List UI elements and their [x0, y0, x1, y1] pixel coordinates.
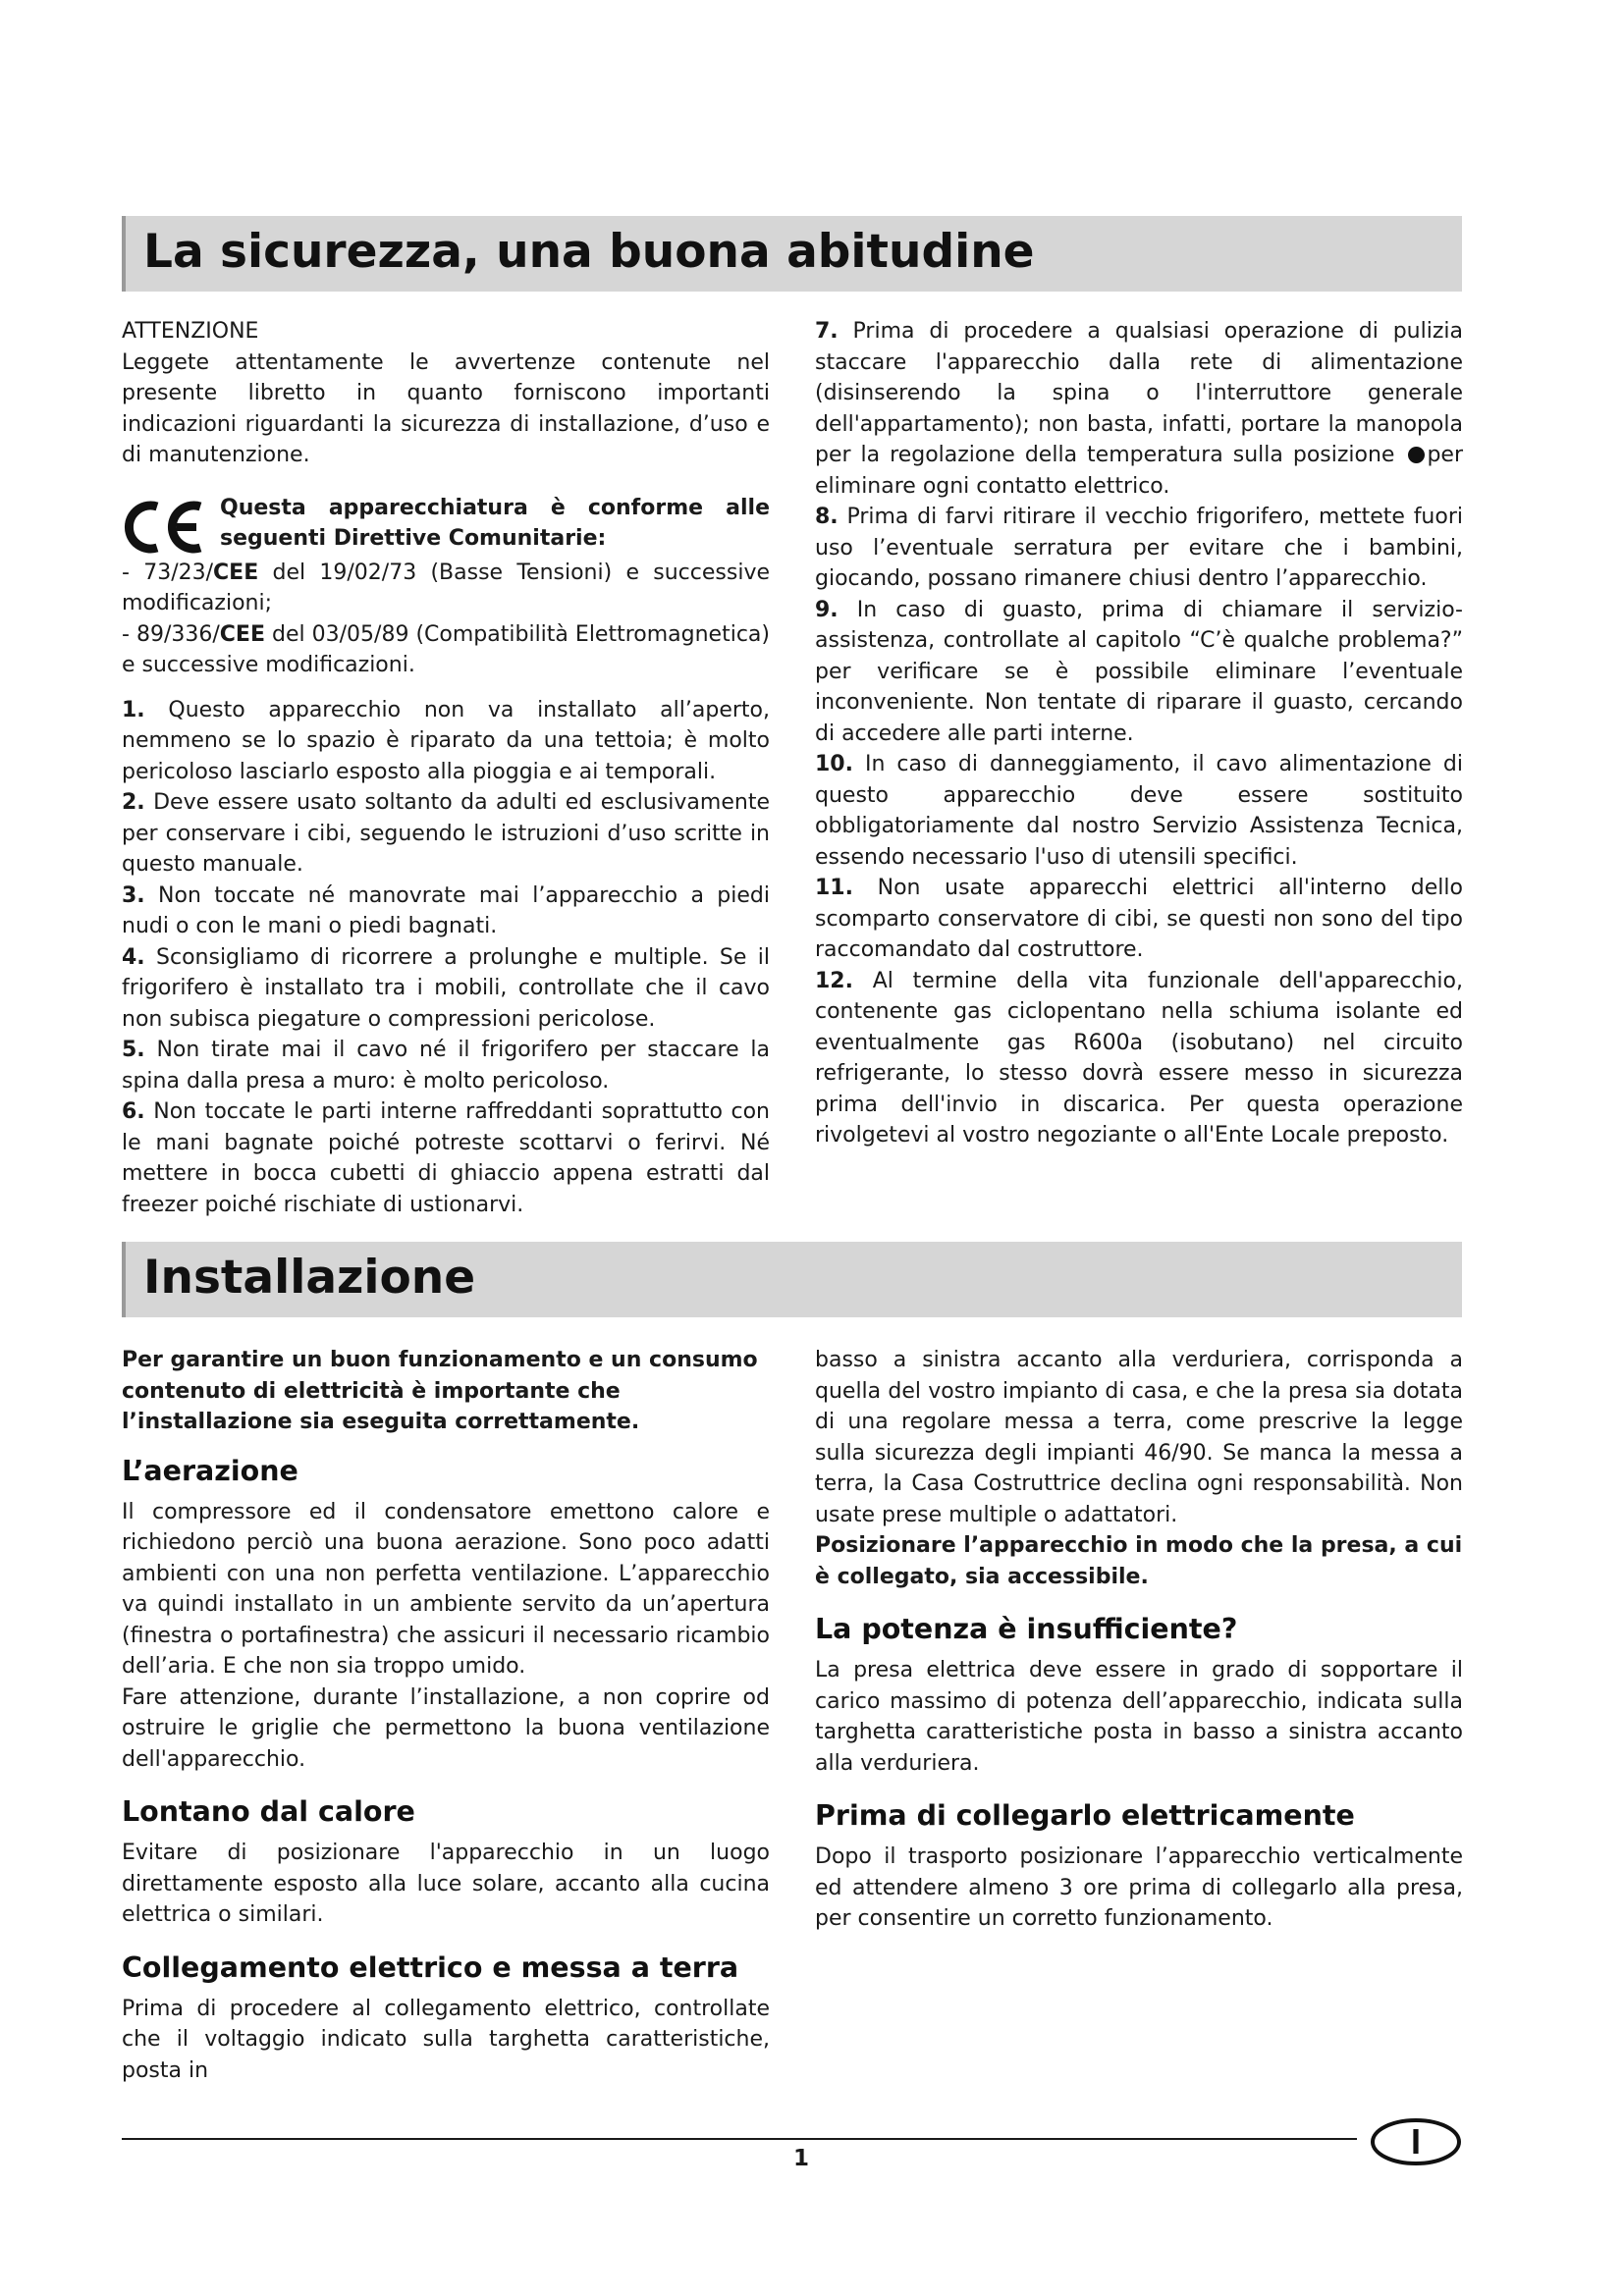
page-number: 1	[793, 2146, 810, 2171]
installation-right-column	[815, 1345, 1463, 1935]
safety-left-column	[122, 316, 770, 1220]
heading-collegamento: Collegamento elettrico e messa a terra	[122, 1950, 739, 1984]
safety-item-9: 9. In caso di guasto, prima di chiamare il servizio-assistenza, controllate al capitolo “C’è qualche problema?” per verificare se è possibile eliminare l’eventuale inconveniente. Non tentate di riparare il guasto, cercando di accedere alle parti interne.	[815, 597, 1463, 746]
collegamento-bold-note: Posizionare l’apparecchio in modo che la presa, a cui è collegato, sia accessibile.	[815, 1533, 1463, 1589]
directive-1: - 73/23/CEE del 19/02/73 (Basse Tensioni) e successive modificazioni;	[122, 560, 770, 615]
ce-declaration	[122, 493, 770, 558]
section-header-safety	[122, 216, 1462, 292]
potenza-text: La presa elettrica deve essere in grado di sopportare il carico massimo di potenza dell’apparecchio, indicata sulla targhetta caratteristiche posta in basso a sinistra accanto alla verduriera.	[815, 1658, 1463, 1776]
section-title-installation: Installazione	[143, 1251, 476, 1305]
aerazione-text-1: Il compressore ed il condensatore emettono calore e richiedono perciò una buona aerazione. Sono poco adatti ambienti con una non perfetta ventilazione. L’apparecchio va quindi installato in un ambiente servito da un’apertura (finestra o portafinestra) che assicuri il necessario ricambio dell’aria. E che non sia troppo umido.	[122, 1499, 770, 1679]
safety-item-7: 7. Prima di procedere a qualsiasi operazione di pulizia staccare l'apparecchio dalla rete di alimentazione (disinserendo la spina o l'interruttore generale dell'appartamento); non basta, infatti, portare la manopola per la regolazione della temperatura sulla posizione per eliminare ogni contatto elettrico.	[815, 319, 1463, 499]
attention-label: ATTENZIONE	[122, 319, 259, 344]
aerazione-text-2: Fare attenzione, durante l’installazione, a non coprire od ostruire le griglie che permettono la buona ventilazione dell'apparecchio.	[122, 1684, 770, 1772]
ce-heading: Questa apparecchiatura è conforme alle seguenti Direttive Comunitarie:	[220, 495, 770, 551]
thermostat-off-dot-icon	[1408, 447, 1425, 463]
section-header-installation	[122, 1242, 1462, 1317]
ce-mark-icon	[122, 499, 204, 556]
installation-intro: Per garantire un buon funzionamento e un consumo contenuto di elettricità è importante che l’installazione sia eseguita correttamente.	[122, 1348, 758, 1434]
directive-2: - 89/336/CEE del 03/05/89 (Compatibilità Elettromagnetica) e successive modificazioni.	[122, 621, 770, 677]
safety-item-11: 11. Non usate apparecchi elettrici all'interno dello scomparto conservatore di cibi, se questi non sono del tipo raccomandato dal costruttore.	[815, 876, 1463, 962]
installation-left-column	[122, 1345, 770, 2086]
safety-item-6: 6. Non toccate le parti interne raffreddanti soprattutto con le mani bagnate poiché potreste scottarvi o ferirvi. Né mettere in bocca cubetti di ghiaccio appena estratti dal freezer poiché rischiate di ustionarvi.	[122, 1099, 770, 1217]
prima-text: Dopo il trasporto posizionare l’apparecchio verticalmente ed attendere almeno 3 ore prima di collegarlo alla presa, per consentire un corretto funzionamento.	[815, 1844, 1463, 1931]
safety-item-8: 8. Prima di farvi ritirare il vecchio frigorifero, mettete fuori uso l’eventuale serratura per evitare che i bambini, giocando, possano rimanere chiusi dentro l’apparecchio.	[815, 505, 1463, 591]
language-badge-icon	[1369, 2116, 1463, 2167]
safety-item-12: 12. Al termine della vita funzionale dell'apparecchio, contenente gas ciclopentano nella schiuma isolante ed eventualmente gas R600a (isobutano) nel circuito refrigerante, lo stesso dovrà essere messo in sicurezza prima dell'invio in discarica. Per questa operazione rivolgetevi al vostro negoziante o all'Ente Locale preposto.	[815, 968, 1463, 1148]
safety-item-2: 2. Deve essere usato soltanto da adulti ed esclusivamente per conservare i cibi, seguendo le istruzioni d’uso scritte in questo manuale.	[122, 790, 770, 877]
section-title-safety: La sicurezza, una buona abitudine	[143, 225, 1035, 279]
heading-prima-collegarlo: Prima di collegarlo elettricamente	[815, 1799, 1355, 1832]
safety-item-10: 10. In caso di danneggiamento, il cavo alimentazione di questo apparecchio deve essere sostituito obbligatoriamente dal nostro Servizio Assistenza Tecnica, essendo necessario l'uso di utensili specifici.	[815, 752, 1463, 870]
language-badge-label: I	[1410, 2121, 1422, 2162]
heading-lontano-calore: Lontano dal calore	[122, 1795, 415, 1828]
safety-item-3: 3. Non toccate né manovrate mai l’apparecchio a piedi nudi o con le mani o piedi bagnati.	[122, 882, 770, 938]
heading-potenza: La potenza è insufficiente?	[815, 1613, 1238, 1645]
safety-right-column	[815, 316, 1463, 1151]
collegamento-text-part2: basso a sinistra accanto alla verduriera, corrisponda a quella del vostro impianto di casa, e che la presa sia dotata di una regolare messa a terra, come prescrive la legge sulla sicurezza degli impianti 46/90. Se manca la messa a terra, la Casa Costruttrice declina ogni responsabilità. Non usate prese multiple o adattatori.	[815, 1348, 1463, 1527]
collegamento-text-part1: Prima di procedere al collegamento elettrico, controllate che il voltaggio indicato sulla targhetta caratteristiche, posta in	[122, 1996, 770, 2083]
footer-rule	[122, 2138, 1357, 2140]
safety-item-4: 4. Sconsigliamo di ricorrere a prolunghe e multiple. Se il frigorifero è installato tra i mobili, controllate che il cavo non subisca piegature o compressioni pericolose.	[122, 944, 770, 1032]
heading-aerazione: L’aerazione	[122, 1454, 298, 1487]
safety-intro: Leggete attentamente le avvertenze contenute nel presente libretto in quanto forniscono importanti indicazioni riguardanti la sicurezza di installazione, d’uso e di manutenzione.	[122, 349, 770, 467]
calore-text: Evitare di posizionare l'apparecchio in un luogo direttamente esposto alla luce solare, accanto alla cucina elettrica o similari.	[122, 1841, 770, 1927]
safety-item-1: 1. Questo apparecchio non va installato all’aperto, nemmeno se lo spazio è riparato da una tettoia; è molto pericoloso lasciarlo esposto alla pioggia e ai temporali.	[122, 697, 770, 784]
safety-item-5: 5. Non tirate mai il cavo né il frigorifero per staccare la spina dalla presa a muro: è molto pericoloso.	[122, 1038, 770, 1094]
